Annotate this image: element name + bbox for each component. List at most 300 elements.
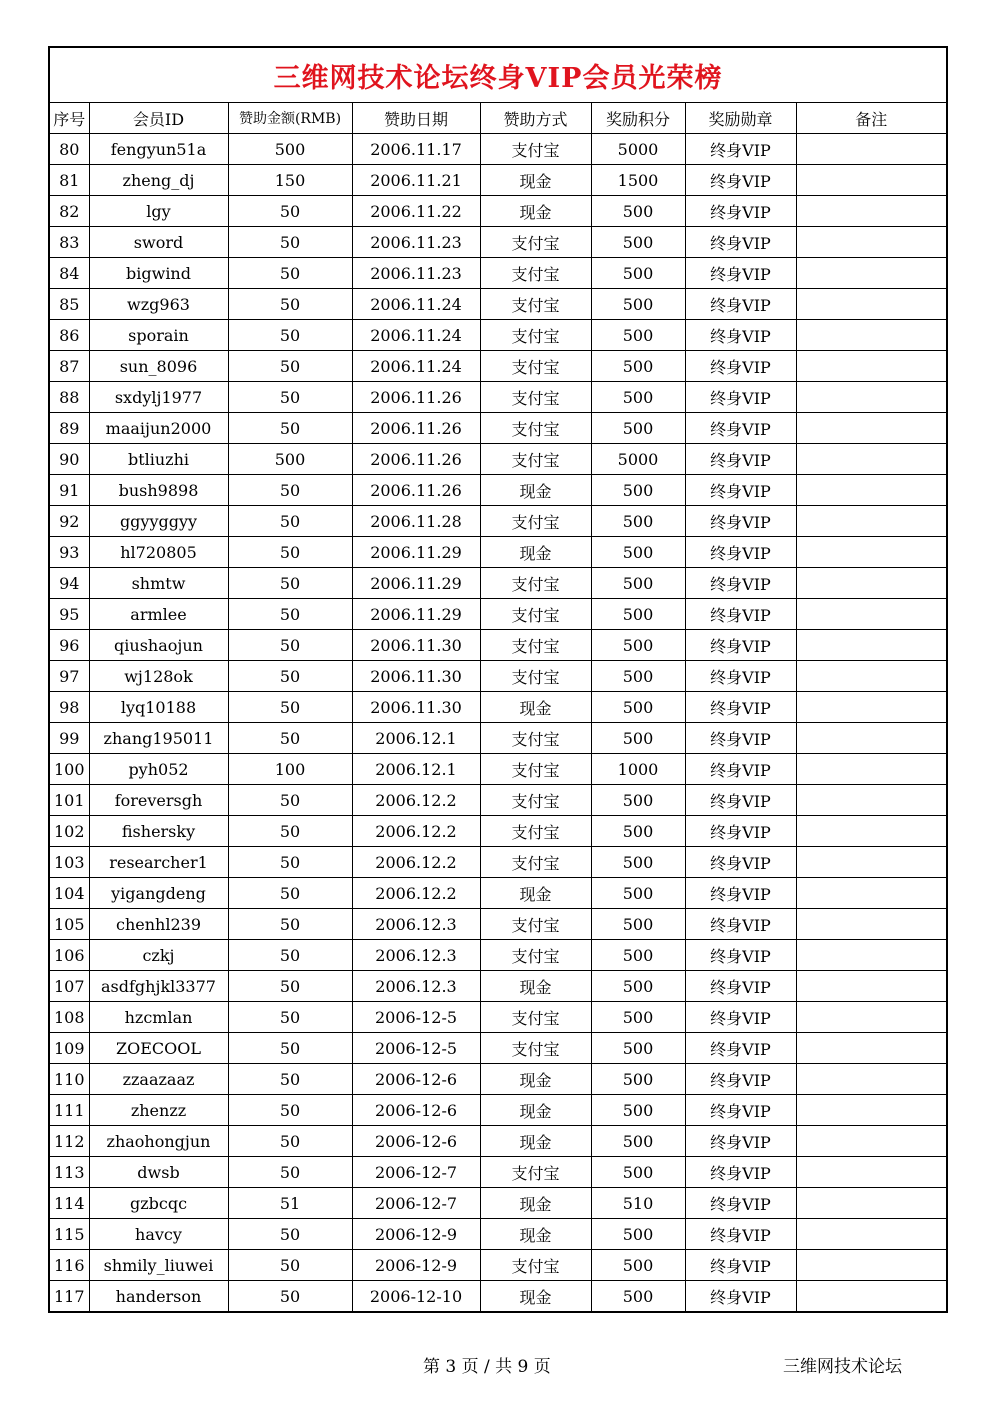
cell-member-id: wj128ok bbox=[89, 661, 228, 692]
cell-amount: 50 bbox=[228, 785, 352, 816]
cell-member-id: lyq10188 bbox=[89, 692, 228, 723]
cell-remarks bbox=[796, 630, 947, 661]
cell-points: 500 bbox=[591, 1126, 685, 1157]
footer-site-name: 三维网技术论坛 bbox=[783, 1357, 902, 1377]
cell-points: 500 bbox=[591, 661, 685, 692]
cell-amount: 50 bbox=[228, 1002, 352, 1033]
cell-remarks bbox=[796, 909, 947, 940]
cell-medal: 终身VIP bbox=[685, 816, 796, 847]
cell-remarks bbox=[796, 940, 947, 971]
cell-medal: 终身VIP bbox=[685, 227, 796, 258]
header-row bbox=[49, 103, 947, 134]
cell-method: 现金 bbox=[480, 196, 591, 227]
cell-medal: 终身VIP bbox=[685, 444, 796, 475]
col-header-method: 赞助方式 bbox=[480, 103, 591, 134]
cell-index: 93 bbox=[49, 537, 89, 568]
cell-medal: 终身VIP bbox=[685, 351, 796, 382]
cell-amount: 50 bbox=[228, 847, 352, 878]
cell-amount: 50 bbox=[228, 196, 352, 227]
cell-remarks bbox=[796, 785, 947, 816]
cell-date: 2006.11.26 bbox=[352, 413, 480, 444]
table-row bbox=[49, 289, 947, 320]
table-row bbox=[49, 630, 947, 661]
cell-member-id: bigwind bbox=[89, 258, 228, 289]
cell-points: 1500 bbox=[591, 165, 685, 196]
cell-remarks bbox=[796, 289, 947, 320]
cell-method: 支付宝 bbox=[480, 661, 591, 692]
cell-member-id: maaijun2000 bbox=[89, 413, 228, 444]
cell-medal: 终身VIP bbox=[685, 692, 796, 723]
cell-member-id: handerson bbox=[89, 1281, 228, 1313]
cell-index: 105 bbox=[49, 909, 89, 940]
cell-method: 支付宝 bbox=[480, 599, 591, 630]
cell-points: 500 bbox=[591, 1064, 685, 1095]
cell-remarks bbox=[796, 1002, 947, 1033]
cell-member-id: foreversgh bbox=[89, 785, 228, 816]
cell-method: 支付宝 bbox=[480, 630, 591, 661]
cell-member-id: czkj bbox=[89, 940, 228, 971]
cell-index: 83 bbox=[49, 227, 89, 258]
cell-medal: 终身VIP bbox=[685, 1157, 796, 1188]
cell-remarks bbox=[796, 1250, 947, 1281]
cell-member-id: chenhl239 bbox=[89, 909, 228, 940]
cell-member-id: zhaohongjun bbox=[89, 1126, 228, 1157]
cell-points: 500 bbox=[591, 940, 685, 971]
cell-remarks bbox=[796, 1219, 947, 1250]
cell-points: 500 bbox=[591, 1281, 685, 1313]
cell-remarks bbox=[796, 1095, 947, 1126]
cell-remarks bbox=[796, 320, 947, 351]
cell-remarks bbox=[796, 599, 947, 630]
cell-member-id: sword bbox=[89, 227, 228, 258]
cell-date: 2006.11.24 bbox=[352, 351, 480, 382]
cell-index: 86 bbox=[49, 320, 89, 351]
table-row bbox=[49, 692, 947, 723]
cell-date: 2006.12.2 bbox=[352, 785, 480, 816]
cell-medal: 终身VIP bbox=[685, 1188, 796, 1219]
cell-method: 支付宝 bbox=[480, 568, 591, 599]
cell-medal: 终身VIP bbox=[685, 475, 796, 506]
cell-method: 支付宝 bbox=[480, 940, 591, 971]
cell-remarks bbox=[796, 1188, 947, 1219]
cell-member-id: lgy bbox=[89, 196, 228, 227]
cell-amount: 50 bbox=[228, 940, 352, 971]
cell-method: 支付宝 bbox=[480, 847, 591, 878]
table-row bbox=[49, 599, 947, 630]
cell-method: 现金 bbox=[480, 1126, 591, 1157]
cell-date: 2006.11.29 bbox=[352, 537, 480, 568]
cell-points: 510 bbox=[591, 1188, 685, 1219]
cell-amount: 500 bbox=[228, 444, 352, 475]
cell-member-id: gzbcqc bbox=[89, 1188, 228, 1219]
cell-amount: 50 bbox=[228, 413, 352, 444]
cell-member-id: bush9898 bbox=[89, 475, 228, 506]
page-indicator: 第 3 页 / 共 9 页 bbox=[423, 1357, 551, 1377]
cell-points: 500 bbox=[591, 382, 685, 413]
cell-member-id: sporain bbox=[89, 320, 228, 351]
cell-index: 113 bbox=[49, 1157, 89, 1188]
cell-member-id: wzg963 bbox=[89, 289, 228, 320]
cell-medal: 终身VIP bbox=[685, 1002, 796, 1033]
cell-date: 2006-12-6 bbox=[352, 1064, 480, 1095]
cell-medal: 终身VIP bbox=[685, 754, 796, 785]
cell-remarks bbox=[796, 1126, 947, 1157]
cell-points: 500 bbox=[591, 785, 685, 816]
cell-medal: 终身VIP bbox=[685, 506, 796, 537]
cell-method: 现金 bbox=[480, 1188, 591, 1219]
cell-date: 2006.12.1 bbox=[352, 723, 480, 754]
cell-remarks bbox=[796, 878, 947, 909]
cell-member-id: sxdylj1977 bbox=[89, 382, 228, 413]
cell-date: 2006.11.28 bbox=[352, 506, 480, 537]
cell-points: 500 bbox=[591, 630, 685, 661]
table-row bbox=[49, 971, 947, 1002]
cell-remarks bbox=[796, 568, 947, 599]
cell-date: 2006.12.2 bbox=[352, 847, 480, 878]
cell-member-id: hl720805 bbox=[89, 537, 228, 568]
cell-medal: 终身VIP bbox=[685, 1064, 796, 1095]
table-row bbox=[49, 506, 947, 537]
cell-points: 500 bbox=[591, 847, 685, 878]
table-row bbox=[49, 723, 947, 754]
cell-remarks bbox=[796, 351, 947, 382]
table-row bbox=[49, 661, 947, 692]
vip-honor-table bbox=[48, 46, 948, 1313]
cell-medal: 终身VIP bbox=[685, 289, 796, 320]
cell-date: 2006.12.3 bbox=[352, 940, 480, 971]
cell-method: 现金 bbox=[480, 537, 591, 568]
table-row bbox=[49, 227, 947, 258]
cell-index: 110 bbox=[49, 1064, 89, 1095]
cell-medal: 终身VIP bbox=[685, 1095, 796, 1126]
cell-date: 2006.12.3 bbox=[352, 909, 480, 940]
cell-member-id: shmily_liuwei bbox=[89, 1250, 228, 1281]
col-header-amount: 赞助金额(RMB) bbox=[228, 103, 352, 134]
cell-remarks bbox=[796, 258, 947, 289]
cell-method: 现金 bbox=[480, 878, 591, 909]
cell-medal: 终身VIP bbox=[685, 568, 796, 599]
cell-date: 2006-12-6 bbox=[352, 1126, 480, 1157]
cell-amount: 500 bbox=[228, 134, 352, 165]
cell-index: 81 bbox=[49, 165, 89, 196]
cell-date: 2006.11.22 bbox=[352, 196, 480, 227]
table-row bbox=[49, 413, 947, 444]
cell-points: 500 bbox=[591, 1157, 685, 1188]
col-header-date: 赞助日期 bbox=[352, 103, 480, 134]
cell-medal: 终身VIP bbox=[685, 878, 796, 909]
cell-amount: 50 bbox=[228, 289, 352, 320]
cell-medal: 终身VIP bbox=[685, 134, 796, 165]
table-row bbox=[49, 1219, 947, 1250]
cell-points: 500 bbox=[591, 289, 685, 320]
cell-amount: 50 bbox=[228, 1095, 352, 1126]
cell-method: 支付宝 bbox=[480, 754, 591, 785]
cell-medal: 终身VIP bbox=[685, 847, 796, 878]
cell-method: 现金 bbox=[480, 1064, 591, 1095]
cell-remarks bbox=[796, 754, 947, 785]
cell-remarks bbox=[796, 816, 947, 847]
cell-index: 94 bbox=[49, 568, 89, 599]
cell-remarks bbox=[796, 413, 947, 444]
cell-date: 2006.11.30 bbox=[352, 630, 480, 661]
cell-date: 2006.11.17 bbox=[352, 134, 480, 165]
cell-date: 2006.11.30 bbox=[352, 661, 480, 692]
table-row bbox=[49, 258, 947, 289]
cell-index: 102 bbox=[49, 816, 89, 847]
cell-index: 80 bbox=[49, 134, 89, 165]
cell-amount: 50 bbox=[228, 599, 352, 630]
cell-remarks bbox=[796, 1157, 947, 1188]
cell-index: 112 bbox=[49, 1126, 89, 1157]
cell-medal: 终身VIP bbox=[685, 723, 796, 754]
cell-date: 2006.11.24 bbox=[352, 289, 480, 320]
cell-index: 92 bbox=[49, 506, 89, 537]
cell-date: 2006-12-5 bbox=[352, 1033, 480, 1064]
table-row bbox=[49, 537, 947, 568]
cell-medal: 终身VIP bbox=[685, 971, 796, 1002]
cell-amount: 50 bbox=[228, 661, 352, 692]
cell-points: 500 bbox=[591, 816, 685, 847]
cell-member-id: zheng_dj bbox=[89, 165, 228, 196]
cell-amount: 50 bbox=[228, 382, 352, 413]
cell-remarks bbox=[796, 227, 947, 258]
table-row bbox=[49, 1157, 947, 1188]
cell-points: 500 bbox=[591, 475, 685, 506]
cell-index: 117 bbox=[49, 1281, 89, 1313]
cell-amount: 50 bbox=[228, 723, 352, 754]
cell-amount: 50 bbox=[228, 227, 352, 258]
cell-index: 88 bbox=[49, 382, 89, 413]
cell-member-id: fishersky bbox=[89, 816, 228, 847]
cell-remarks bbox=[796, 847, 947, 878]
cell-date: 2006-12-7 bbox=[352, 1188, 480, 1219]
cell-index: 90 bbox=[49, 444, 89, 475]
cell-date: 2006-12-10 bbox=[352, 1281, 480, 1313]
col-header-remarks: 备注 bbox=[796, 103, 947, 134]
cell-index: 82 bbox=[49, 196, 89, 227]
cell-method: 支付宝 bbox=[480, 258, 591, 289]
cell-method: 现金 bbox=[480, 475, 591, 506]
table-row bbox=[49, 475, 947, 506]
cell-remarks bbox=[796, 196, 947, 227]
table-row bbox=[49, 816, 947, 847]
cell-index: 89 bbox=[49, 413, 89, 444]
cell-index: 98 bbox=[49, 692, 89, 723]
cell-amount: 50 bbox=[228, 1281, 352, 1313]
cell-amount: 50 bbox=[228, 1157, 352, 1188]
cell-medal: 终身VIP bbox=[685, 599, 796, 630]
col-header-points: 奖励积分 bbox=[591, 103, 685, 134]
cell-amount: 50 bbox=[228, 568, 352, 599]
cell-remarks bbox=[796, 971, 947, 1002]
cell-index: 85 bbox=[49, 289, 89, 320]
cell-medal: 终身VIP bbox=[685, 940, 796, 971]
cell-points: 500 bbox=[591, 537, 685, 568]
cell-points: 500 bbox=[591, 413, 685, 444]
cell-member-id: pyh052 bbox=[89, 754, 228, 785]
cell-date: 2006-12-9 bbox=[352, 1250, 480, 1281]
cell-member-id: asdfghjkl3377 bbox=[89, 971, 228, 1002]
cell-remarks bbox=[796, 475, 947, 506]
cell-remarks bbox=[796, 134, 947, 165]
table-row bbox=[49, 382, 947, 413]
cell-date: 2006.11.23 bbox=[352, 258, 480, 289]
cell-method: 现金 bbox=[480, 1095, 591, 1126]
cell-amount: 50 bbox=[228, 816, 352, 847]
cell-date: 2006-12-5 bbox=[352, 1002, 480, 1033]
table-row bbox=[49, 1250, 947, 1281]
cell-index: 95 bbox=[49, 599, 89, 630]
cell-method: 现金 bbox=[480, 1219, 591, 1250]
cell-index: 100 bbox=[49, 754, 89, 785]
cell-member-id: dwsb bbox=[89, 1157, 228, 1188]
cell-member-id: zhenzz bbox=[89, 1095, 228, 1126]
cell-index: 87 bbox=[49, 351, 89, 382]
table-row bbox=[49, 1126, 947, 1157]
cell-date: 2006.11.26 bbox=[352, 475, 480, 506]
cell-amount: 50 bbox=[228, 506, 352, 537]
table-row bbox=[49, 909, 947, 940]
table-row bbox=[49, 1188, 947, 1219]
cell-method: 现金 bbox=[480, 971, 591, 1002]
cell-method: 支付宝 bbox=[480, 227, 591, 258]
cell-method: 支付宝 bbox=[480, 506, 591, 537]
cell-amount: 50 bbox=[228, 878, 352, 909]
cell-points: 5000 bbox=[591, 134, 685, 165]
cell-member-id: armlee bbox=[89, 599, 228, 630]
cell-method: 支付宝 bbox=[480, 289, 591, 320]
cell-remarks bbox=[796, 661, 947, 692]
cell-amount: 50 bbox=[228, 1126, 352, 1157]
cell-index: 99 bbox=[49, 723, 89, 754]
cell-amount: 100 bbox=[228, 754, 352, 785]
table-row bbox=[49, 1095, 947, 1126]
cell-medal: 终身VIP bbox=[685, 1281, 796, 1313]
table-row bbox=[49, 1002, 947, 1033]
cell-amount: 50 bbox=[228, 351, 352, 382]
cell-points: 500 bbox=[591, 1033, 685, 1064]
cell-member-id: ggyyggyy bbox=[89, 506, 228, 537]
table-row bbox=[49, 847, 947, 878]
cell-method: 支付宝 bbox=[480, 134, 591, 165]
cell-method: 现金 bbox=[480, 165, 591, 196]
table-row bbox=[49, 134, 947, 165]
cell-points: 500 bbox=[591, 258, 685, 289]
cell-points: 500 bbox=[591, 692, 685, 723]
cell-index: 107 bbox=[49, 971, 89, 1002]
cell-date: 2006.11.23 bbox=[352, 227, 480, 258]
cell-amount: 50 bbox=[228, 258, 352, 289]
cell-points: 500 bbox=[591, 599, 685, 630]
cell-index: 91 bbox=[49, 475, 89, 506]
table-row bbox=[49, 1033, 947, 1064]
cell-date: 2006.11.24 bbox=[352, 320, 480, 351]
cell-index: 111 bbox=[49, 1095, 89, 1126]
cell-date: 2006-12-6 bbox=[352, 1095, 480, 1126]
cell-method: 现金 bbox=[480, 1281, 591, 1313]
table-row bbox=[49, 878, 947, 909]
cell-method: 支付宝 bbox=[480, 1157, 591, 1188]
cell-remarks bbox=[796, 165, 947, 196]
cell-method: 支付宝 bbox=[480, 785, 591, 816]
cell-points: 500 bbox=[591, 1095, 685, 1126]
col-header-medal: 奖励勋章 bbox=[685, 103, 796, 134]
cell-remarks bbox=[796, 1033, 947, 1064]
cell-amount: 50 bbox=[228, 1033, 352, 1064]
cell-amount: 150 bbox=[228, 165, 352, 196]
cell-points: 500 bbox=[591, 351, 685, 382]
cell-points: 1000 bbox=[591, 754, 685, 785]
col-header-index: 序号 bbox=[49, 103, 89, 134]
cell-member-id: yigangdeng bbox=[89, 878, 228, 909]
cell-method: 支付宝 bbox=[480, 351, 591, 382]
table-row bbox=[49, 1064, 947, 1095]
cell-medal: 终身VIP bbox=[685, 320, 796, 351]
cell-medal: 终身VIP bbox=[685, 661, 796, 692]
cell-points: 500 bbox=[591, 568, 685, 599]
cell-method: 支付宝 bbox=[480, 816, 591, 847]
cell-amount: 50 bbox=[228, 692, 352, 723]
page-footer bbox=[0, 1352, 1000, 1376]
cell-remarks bbox=[796, 723, 947, 754]
cell-remarks bbox=[796, 444, 947, 475]
cell-index: 97 bbox=[49, 661, 89, 692]
cell-member-id: hzcmlan bbox=[89, 1002, 228, 1033]
cell-points: 500 bbox=[591, 723, 685, 754]
table-body bbox=[49, 134, 947, 1313]
cell-member-id: btliuzhi bbox=[89, 444, 228, 475]
cell-index: 106 bbox=[49, 940, 89, 971]
table-row bbox=[49, 1281, 947, 1313]
cell-points: 500 bbox=[591, 320, 685, 351]
cell-remarks bbox=[796, 692, 947, 723]
cell-points: 5000 bbox=[591, 444, 685, 475]
cell-remarks bbox=[796, 537, 947, 568]
cell-date: 2006.11.29 bbox=[352, 599, 480, 630]
cell-method: 支付宝 bbox=[480, 1033, 591, 1064]
cell-index: 109 bbox=[49, 1033, 89, 1064]
cell-points: 500 bbox=[591, 227, 685, 258]
cell-member-id: shmtw bbox=[89, 568, 228, 599]
table-row bbox=[49, 940, 947, 971]
table-row bbox=[49, 351, 947, 382]
cell-date: 2006.12.2 bbox=[352, 816, 480, 847]
cell-date: 2006.11.21 bbox=[352, 165, 480, 196]
cell-method: 支付宝 bbox=[480, 723, 591, 754]
cell-amount: 51 bbox=[228, 1188, 352, 1219]
cell-member-id: researcher1 bbox=[89, 847, 228, 878]
cell-medal: 终身VIP bbox=[685, 1126, 796, 1157]
cell-amount: 50 bbox=[228, 537, 352, 568]
cell-date: 2006.12.1 bbox=[352, 754, 480, 785]
cell-method: 现金 bbox=[480, 692, 591, 723]
table-row bbox=[49, 320, 947, 351]
cell-member-id: zzaazaaz bbox=[89, 1064, 228, 1095]
cell-medal: 终身VIP bbox=[685, 1250, 796, 1281]
cell-member-id: ZOECOOL bbox=[89, 1033, 228, 1064]
cell-points: 500 bbox=[591, 1219, 685, 1250]
cell-medal: 终身VIP bbox=[685, 258, 796, 289]
cell-date: 2006.11.26 bbox=[352, 382, 480, 413]
cell-member-id: havcy bbox=[89, 1219, 228, 1250]
cell-member-id: qiushaojun bbox=[89, 630, 228, 661]
cell-remarks bbox=[796, 1281, 947, 1313]
table-row bbox=[49, 754, 947, 785]
cell-date: 2006-12-9 bbox=[352, 1219, 480, 1250]
cell-medal: 终身VIP bbox=[685, 630, 796, 661]
cell-medal: 终身VIP bbox=[685, 785, 796, 816]
cell-index: 116 bbox=[49, 1250, 89, 1281]
